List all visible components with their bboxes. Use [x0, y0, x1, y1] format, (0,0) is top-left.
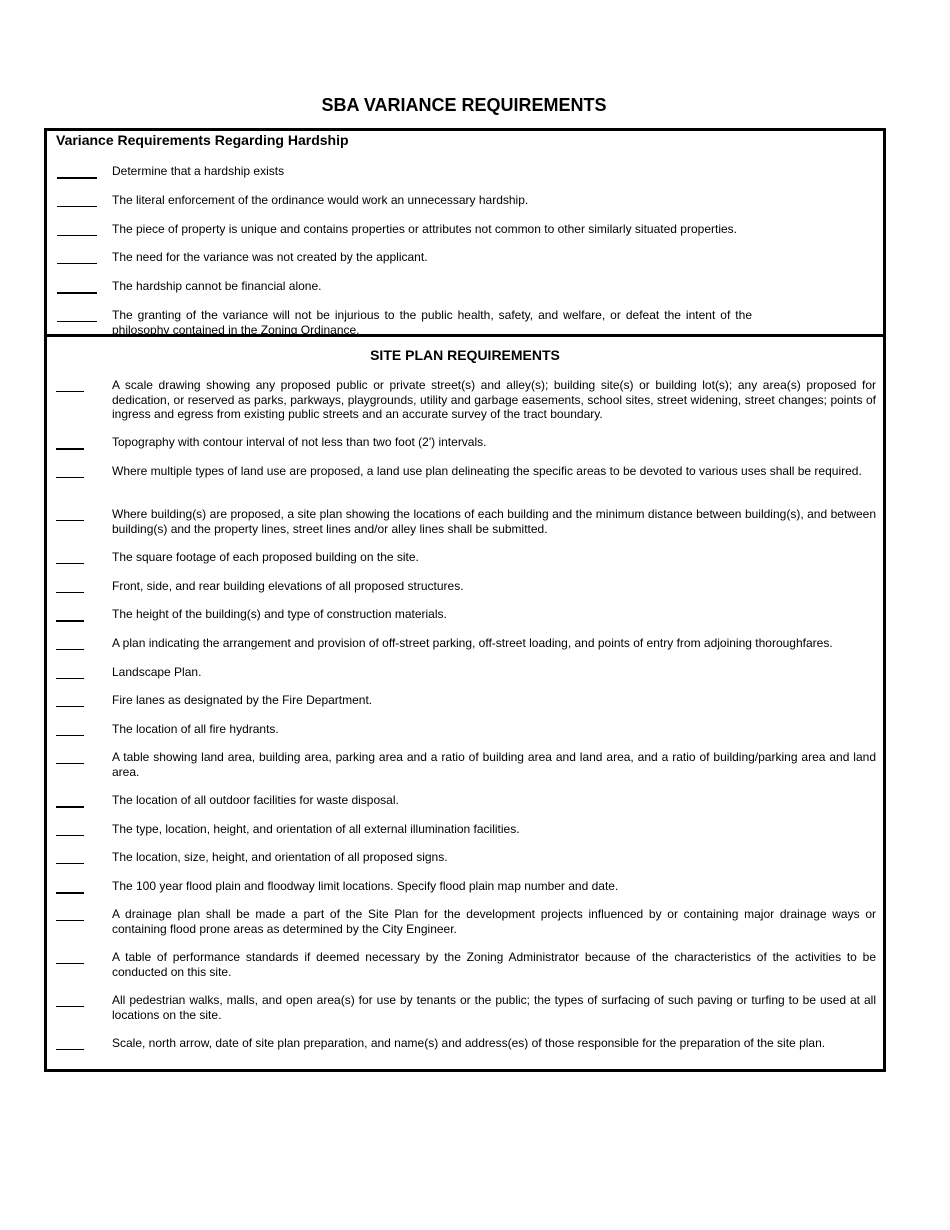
checkoff-blank[interactable] [56, 892, 84, 894]
site-plan-item-text: Topography with contour interval of not less than two foot (2') intervals. [112, 435, 487, 449]
checkoff-blank[interactable] [57, 292, 97, 294]
checkoff-blank[interactable] [56, 706, 84, 707]
checkoff-blank[interactable] [56, 592, 84, 593]
checkoff-blank[interactable] [57, 263, 97, 264]
checkoff-blank[interactable] [56, 806, 84, 808]
site-plan-item-text: The location of all fire hydrants. [112, 722, 279, 736]
checkoff-blank[interactable] [56, 448, 84, 450]
page-title: SBA VARIANCE REQUIREMENTS [321, 95, 607, 115]
site-plan-item-text: A table showing land area, building area, parking area and a ratio of building area and land area, and a ratio of building/parking area and land area. [112, 750, 876, 779]
hardship-item-text: Determine that a hardship exists [112, 164, 285, 178]
site-plan-item-text: A table of performance standards if deemed necessary by the Zoning Administrator because of the characteristics of the activities to be conducted on this site. [112, 950, 876, 979]
hardship-item-text: The need for the variance was not created by the applicant. [112, 250, 428, 264]
site-plan-item-text: The height of the building(s) and type of construction materials. [112, 607, 447, 621]
checkoff-blank[interactable] [56, 477, 84, 478]
requirements-form [44, 128, 886, 1072]
hardship-item-text: The literal enforcement of the ordinance would work an unnecessary hardship. [112, 193, 529, 207]
checkoff-blank[interactable] [57, 321, 97, 322]
site-plan-item-text: Scale, north arrow, date of site plan preparation, and name(s) and address(es) of those responsible for the preparation of the site plan. [112, 1036, 826, 1050]
checkoff-blank[interactable] [56, 649, 84, 650]
hardship-item-text: The granting of the variance will not be injurious to the public health, safety, and welfare, or defeat the intent of the philosophy contained in the Zoning Ordinance. [112, 308, 752, 337]
site-plan-item-text: The type, location, height, and orientation of all external illumination facilities. [112, 822, 520, 836]
site-plan-item-text: The 100 year flood plain and floodway limit locations. Specify flood plain map number and date. [112, 879, 619, 893]
checkoff-blank[interactable] [56, 920, 84, 921]
checkoff-blank[interactable] [56, 391, 84, 392]
site-plan-item-text: Where multiple types of land use are proposed, a land use plan delineating the specific areas to be devoted to various uses shall be required. [112, 464, 862, 478]
site-plan-item-text: The location, size, height, and orientation of all proposed signs. [112, 850, 448, 864]
checkoff-blank[interactable] [56, 963, 84, 964]
checkoff-blank[interactable] [56, 1049, 84, 1050]
checkoff-blank[interactable] [56, 763, 84, 764]
hardship-section [47, 131, 883, 337]
checkoff-blank[interactable] [57, 206, 97, 207]
site-plan-item-text: A scale drawing showing any proposed public or private street(s) and alley(s); building site(s) or building lot(s); any area(s) proposed for dedication, or reserved as parks, parkways, playgrounds, utility and garbage easements, school sites, street widening, street changes; points of ingress and egress from existing public streets and an accurate survey of the tract boundary. [112, 378, 876, 421]
checkoff-blank[interactable] [56, 520, 84, 521]
checkoff-blank[interactable] [56, 1006, 84, 1007]
checkoff-blank[interactable] [56, 835, 84, 836]
site-plan-item-text: A drainage plan shall be made a part of the Site Plan for the development projects influenced by or containing major drainage ways or containing flood prone areas as determined by the City Engineer. [112, 907, 876, 936]
checkoff-blank[interactable] [57, 235, 97, 236]
hardship-item-text: The piece of property is unique and contains properties or attributes not common to other similarly situated properties. [112, 222, 737, 236]
site-plan-item-text: Where building(s) are proposed, a site plan showing the locations of each building and the minimum distance between building(s), and between building(s) and the property lines, street lines and/or alley lines shall be submitted. [112, 507, 876, 536]
site-plan-item-text: A plan indicating the arrangement and provision of off-street parking, off-street loading, and points of entry from adjoining thoroughfares. [112, 636, 833, 650]
hardship-heading: Variance Requirements Regarding Hardship [56, 132, 349, 148]
checkoff-blank[interactable] [56, 735, 84, 736]
site-plan-item-text: The location of all outdoor facilities for waste disposal. [112, 793, 399, 807]
site-plan-item-text: All pedestrian walks, malls, and open area(s) for use by tenants or the public; the types of surfacing of such paving or turfing to be used at all locations on the site. [112, 993, 876, 1022]
checkoff-blank[interactable] [56, 863, 84, 864]
site-plan-heading: SITE PLAN REQUIREMENTS [370, 347, 560, 363]
site-plan-item-text: Fire lanes as designated by the Fire Department. [112, 693, 373, 707]
site-plan-item-text: Front, side, and rear building elevations of all proposed structures. [112, 579, 464, 593]
hardship-item-text: The hardship cannot be financial alone. [112, 279, 322, 293]
site-plan-item-text: Landscape Plan. [112, 665, 202, 679]
checkoff-blank[interactable] [56, 678, 84, 679]
site-plan-item-text: The square footage of each proposed building on the site. [112, 550, 419, 564]
checkoff-blank[interactable] [56, 563, 84, 564]
checkoff-blank[interactable] [56, 620, 84, 622]
checkoff-blank[interactable] [57, 177, 97, 179]
